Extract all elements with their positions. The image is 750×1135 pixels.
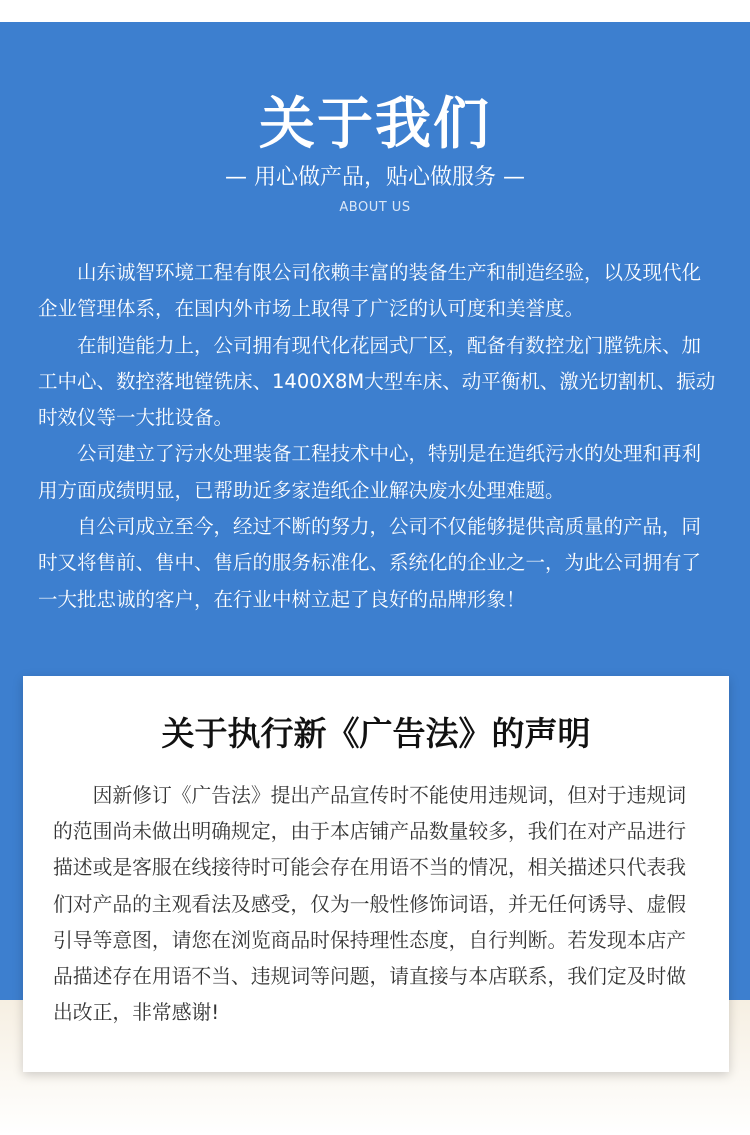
about-paragraph-2: 在制造能力上，公司拥有现代化花园式厂区，配备有数控龙门膛铣床、加工中心、数控落地镗铣床、1400X8M大型车床、动平衡机、激光切割机、振动时效仪等一大批设备。 xyxy=(38,333,716,430)
about-body xyxy=(38,255,720,618)
about-paragraph-1: 山东诚智环境工程有限公司依赖丰富的装备生产和制造经验，以及现代化企业管理体系，在国内外市场上取得了广泛的认可度和美誉度。 xyxy=(38,261,702,321)
notice-title: 关于执行新《广告法》的声明 xyxy=(161,714,591,753)
about-subtitle-en: ABOUT US xyxy=(339,200,411,215)
about-subtitle: — 用心做产品，贴心做服务 — xyxy=(225,165,525,190)
notice-paragraph: 因新修订《广告法》提出产品宣传时不能使用违规词，但对于违规词的范围尚未做出明确规定，由于本店铺产品数量较多，我们在对产品进行描述或是客服在线接待时可能会存在用语不当的情况，相关描述只代表我们对产品的主观看法及感受，仅为一般性修饰词语，并无任何诱导、虚假引导等意图，请您在浏览商品时保持理性态度，自行判断。若发现本店产品描述存在用语不当、违规词等问题，请直接与本店联系，我们定及时做出改正，非常感谢! xyxy=(53,784,687,1025)
about-title: 关于我们 xyxy=(259,92,491,157)
about-paragraph-4: 自公司成立至今，经过不断的努力，公司不仅能够提供高质量的产品，同时又将售前、售中、售后的服务标准化、系统化的企业之一，为此公司拥有了一大批忠诚的客户，在行业中树立起了良好的品牌形象！ xyxy=(38,515,702,611)
ad-law-notice-card xyxy=(23,676,729,1072)
notice-body xyxy=(53,778,699,1031)
about-paragraph-3: 公司建立了污水处理装备工程技术中心，特别是在造纸污水的处理和再利用方面成绩明显，已帮助近多家造纸企业解决废水处理难题。 xyxy=(38,442,702,502)
